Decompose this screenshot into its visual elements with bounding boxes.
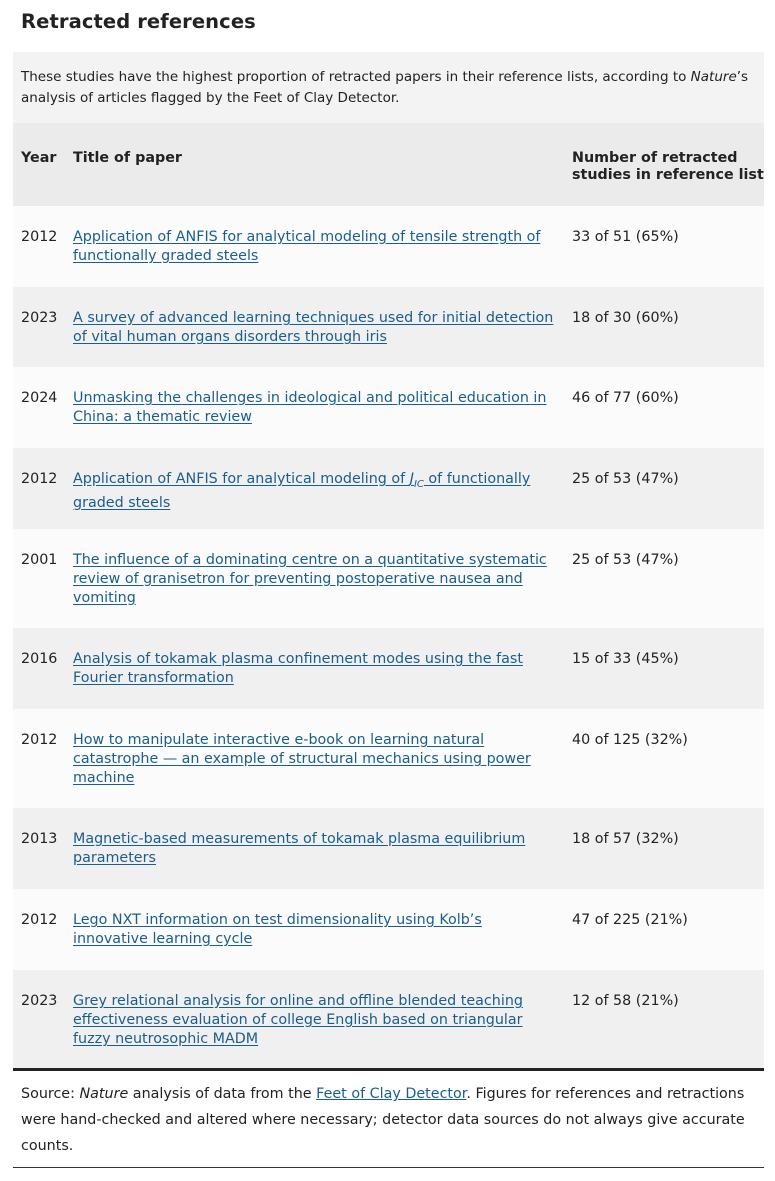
paper-title-link[interactable] bbox=[73, 552, 547, 606]
paper-title-link[interactable] bbox=[73, 993, 523, 1047]
title-line: innovative learning cycle bbox=[73, 931, 253, 947]
title-cell bbox=[73, 709, 572, 808]
retracted-count-cell: 12 of 58 (21%) bbox=[572, 993, 679, 1009]
header-retracted-count[interactable] bbox=[572, 123, 764, 206]
title-line: Fourier transformation bbox=[73, 670, 234, 686]
retracted-count-cell: 18 of 30 (60%) bbox=[572, 310, 679, 326]
title-line: Lego NXT information on test dimensionality using Kolb’s bbox=[73, 912, 482, 928]
retracted-count-cell: 25 of 53 (47%) bbox=[572, 471, 679, 487]
table-wrapper bbox=[13, 52, 764, 1069]
source-line-2: were hand-checked and altered where necessary; detector data sources do not always give accurate bbox=[21, 1112, 745, 1128]
title-line: China: a thematic review bbox=[73, 409, 252, 425]
table-row bbox=[13, 287, 764, 367]
retracted-count-cell: 33 of 51 (65%) bbox=[572, 229, 679, 245]
table-body bbox=[13, 206, 764, 1069]
paper-title-link[interactable] bbox=[73, 912, 482, 947]
source-note bbox=[21, 1081, 761, 1159]
retracted-count-cell: 15 of 33 (45%) bbox=[572, 651, 679, 667]
title-line: Unmasking the challenges in ideological and political education in bbox=[73, 390, 547, 406]
feet-of-clay-detector-link[interactable]: Feet of Clay Detector bbox=[316, 1086, 467, 1102]
title-line: Application of ANFIS for analytical modeling of tensile strength of bbox=[73, 229, 541, 245]
year-cell: 2013 bbox=[21, 831, 58, 847]
page-title: Retracted references bbox=[21, 10, 256, 33]
title-line: vomiting bbox=[73, 590, 136, 606]
title-text: of functionally bbox=[423, 471, 531, 487]
paper-title-link[interactable] bbox=[73, 732, 531, 786]
title-line: Analysis of tokamak plasma confinement modes using the fast bbox=[73, 651, 523, 667]
table-row bbox=[13, 889, 764, 970]
paper-title-link[interactable] bbox=[73, 229, 540, 264]
paper-title-link[interactable] bbox=[73, 471, 530, 511]
retracted-count-cell: 47 of 225 (21%) bbox=[572, 912, 688, 928]
source-prefix: Source: bbox=[21, 1086, 80, 1102]
table-row bbox=[13, 628, 764, 709]
source-post-text: . Figures for references and retractions bbox=[466, 1086, 745, 1102]
title-line: graded steels bbox=[73, 494, 171, 511]
table-header-row bbox=[13, 123, 764, 206]
title-line: effectiveness evaluation of college English based on triangular bbox=[73, 1012, 523, 1028]
title-text: Application of ANFIS for analytical modeling of bbox=[73, 471, 410, 487]
title-line: catastrophe — an example of structural mechanics using power bbox=[73, 751, 531, 767]
title-line: parameters bbox=[73, 850, 156, 866]
paper-title-link[interactable] bbox=[73, 651, 523, 686]
table-row bbox=[13, 529, 764, 628]
table-row bbox=[13, 206, 764, 287]
title-line: Grey relational analysis for online and offline blended teaching bbox=[73, 993, 523, 1009]
title-cell bbox=[73, 889, 572, 970]
title-line: How to manipulate interactive e-book on learning natural bbox=[73, 732, 485, 748]
table-caption bbox=[13, 52, 764, 123]
header-title[interactable]: Title of paper bbox=[73, 150, 182, 166]
paper-title-link[interactable] bbox=[73, 831, 525, 866]
title-cell bbox=[73, 970, 572, 1069]
caption-text: These studies have the highest proportion of retracted papers in their reference lists, according to bbox=[21, 69, 691, 85]
year-cell: 2001 bbox=[21, 552, 58, 568]
year-cell: 2012 bbox=[21, 229, 58, 245]
title-cell bbox=[73, 808, 572, 889]
year-cell: 2012 bbox=[21, 732, 58, 748]
title-line: The influence of a dominating centre on a quantitative systematic bbox=[73, 552, 547, 568]
retracted-references-table bbox=[13, 123, 764, 1069]
table-row bbox=[13, 448, 764, 529]
title-line: functionally graded steels bbox=[73, 248, 259, 264]
title-cell bbox=[73, 529, 572, 628]
caption-possessive: ’s bbox=[736, 69, 749, 85]
header-year[interactable]: Year bbox=[21, 150, 57, 166]
title-line: of vital human organs disorders through iris bbox=[73, 329, 387, 345]
year-cell: 2023 bbox=[21, 993, 58, 1009]
retracted-count-cell: 46 of 77 (60%) bbox=[572, 390, 679, 406]
table-row bbox=[13, 970, 764, 1069]
year-cell: 2012 bbox=[21, 471, 58, 487]
source-publication-name: Nature bbox=[79, 1086, 129, 1102]
header-count-line-1: Number of retracted bbox=[572, 150, 738, 166]
title-cell bbox=[73, 206, 572, 287]
title-line: review of granisetron for preventing postoperative nausea and bbox=[73, 571, 523, 587]
title-line: A survey of advanced learning techniques used for initial detection bbox=[73, 310, 554, 326]
table-row bbox=[13, 709, 764, 808]
title-line: fuzzy neutrosophic MADM bbox=[73, 1031, 259, 1047]
table-row bbox=[13, 808, 764, 889]
table-bottom-divider bbox=[13, 1068, 764, 1071]
title-variable: J bbox=[409, 471, 414, 487]
year-cell: 2012 bbox=[21, 912, 58, 928]
year-cell: 2016 bbox=[21, 651, 58, 667]
title-line: Magnetic-based measurements of tokamak plasma equilibrium bbox=[73, 831, 526, 847]
bottom-rule bbox=[13, 1167, 764, 1168]
title-cell bbox=[73, 448, 572, 529]
caption-line-2: analysis of articles flagged by the Feet of Clay Detector. bbox=[21, 90, 400, 106]
caption-publication-name: Nature bbox=[690, 69, 737, 85]
title-line: machine bbox=[73, 770, 135, 786]
retracted-count-cell: 40 of 125 (32%) bbox=[572, 732, 688, 748]
paper-title-link[interactable] bbox=[73, 310, 553, 345]
paper-title-link[interactable] bbox=[73, 390, 546, 425]
caption-line-1 bbox=[21, 67, 764, 88]
source-line-3: counts. bbox=[21, 1138, 74, 1154]
retracted-count-cell: 25 of 53 (47%) bbox=[572, 552, 679, 568]
title-cell bbox=[73, 287, 572, 367]
header-count-line-2: studies in reference list bbox=[572, 167, 764, 183]
title-cell bbox=[73, 628, 572, 709]
table-row bbox=[13, 367, 764, 448]
title-cell bbox=[73, 367, 572, 448]
year-cell: 2023 bbox=[21, 310, 58, 326]
retracted-count-cell: 18 of 57 (32%) bbox=[572, 831, 679, 847]
source-line-1 bbox=[21, 1081, 761, 1107]
year-cell: 2024 bbox=[21, 390, 58, 406]
source-mid-text: analysis of data from the bbox=[128, 1086, 317, 1102]
title-subscript: IC bbox=[413, 478, 424, 490]
